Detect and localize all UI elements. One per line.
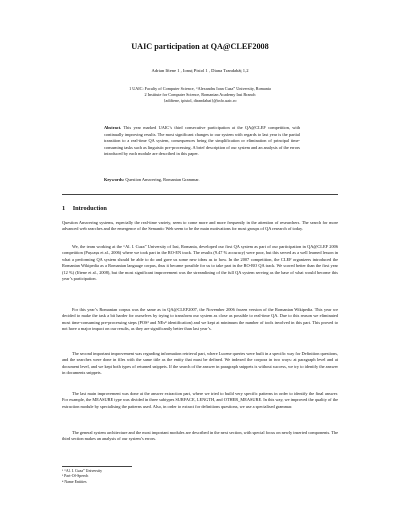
abstract-label: Abstract. (104, 125, 122, 130)
footnotes (62, 469, 262, 485)
body-paragraph-3: For this year’s Romanian corpus was the same as in QA@CLEF2007, the November 2006 frozen version of the Romanian Wikipedia. This year we decided to make the task a bit harder for ourselves by trying to transform our system as close as possible to real-time QA. Due to this reason we eliminated most time-consuming pre-processing steps (POS³ and NEs⁴ identification) and we kept at minimum the number of tools involved in this part. This proved to not have a major impact on our results, as they are significantly better than last year’s. (62, 307, 338, 332)
affiliation-1: 1 UAIC: Faculty of Computer Science, “Alexandru Ioan Cuza” University, Romania (129, 86, 271, 91)
body-paragraph-2: We, the team working at the “Al. I. Cuza” University of Iasi, Romania, developed our first QA system as part of our participation in QA@CLEF 2006 competition (Pușcașu et al., 2006) where we took part in the RO-EN track. The results (9.47 % accuracy) were poor, but this served as a well learned lesson in what a performing QA system should be able to do and gave us some new ideas as to how. In the 2007 competition, the CLEF organizers introduced the Romanian Wikipedia as a Romanian language corpus, thus it became possible for us to take part in the RO-RO QA track. We scored better than the first year (12 %) (Iftene et al., 2008), but the most significant improvement was the streamlining of the full QA system serving as the base of what would become this year’s participation. (62, 244, 338, 282)
section-divider (62, 194, 338, 195)
footnote-item: ¹ “Al. I. Cuza” University (62, 469, 103, 473)
body-paragraph-6: The general system architecture and the most important modules are described in the next section, with special focus on newly inserted components. The third section makes an analysis of our system’s errors. (62, 430, 338, 442)
keywords (104, 177, 300, 184)
footnote-item: ⁴ Name Entities (62, 479, 87, 484)
author-list: Adrian Iftene 1 , Ionuț Pistol 1 , Diana Trandabăț 1,2 (151, 68, 249, 73)
affiliations (0, 86, 400, 104)
body-paragraph-1: Question Answering systems, especially the real-time variety, seem to come more and more frequently in the attention of researchers. The search for more advanced web searches and the emergence of the Semantic Web seem to be the main motivations for most groups of QA research of today. (62, 220, 338, 232)
abstract (104, 125, 300, 158)
keywords-label: Keywords: (104, 177, 125, 182)
footnote-item: ³ Part-Of-Speech (62, 474, 89, 479)
section-title: Introduction (72, 205, 107, 212)
affiliation-2: 2 Institute for Computer Science, Romanian Academy Iasi Branch (144, 92, 256, 97)
abstract-text: This year marked UAIC’s third consecutive participation at the QA@CLEF competition, with continually improving results. The most significant changes to our system with regards to last year is the partial transition to a real-time QA system, consequences being the simplification or elimination of principal time-consuming tasks such as linguistic pre-processing. A brief description of our system and an analysis of the errors introduced by each module are described in this paper. (104, 125, 300, 157)
paper-title: UAIC participation at QA@CLEF2008 (131, 42, 269, 51)
body-paragraph-4: The second important improvement was regarding information retrieval part, where Lucene queries were built in a specific way for Definition questions, and the searches were done in files with the same title as the entity that must be defined. We indexed the corpora in two ways: at paragraph level and at document level, and we kept both types of returned snippets. If the search of the answer in paragraph snippets is without success, we try to identify the answer in documents snippets. (62, 351, 338, 376)
author-emails: {adiftene, ipistol, dtrandabat}@info.uaic.ro (163, 98, 237, 103)
footnote-divider (62, 466, 132, 467)
section-heading (62, 205, 338, 213)
body-paragraph-5: The last main improvement was done at the answer extraction part, where we tried to build very specific patterns in order to identify the final answer. For example, the MEASURE type was divided in three subtypes SURFACE, LENGTH, and OTHER_MEASURE. In this way, we improved the quality of the extraction module by specialising the patterns used. Also, in order to extract for definitions questions, we use a specialised grammar. (62, 391, 338, 409)
section-number: 1 (62, 205, 66, 212)
keywords-text: Question Answering, Romanian Grammar. (125, 177, 200, 182)
